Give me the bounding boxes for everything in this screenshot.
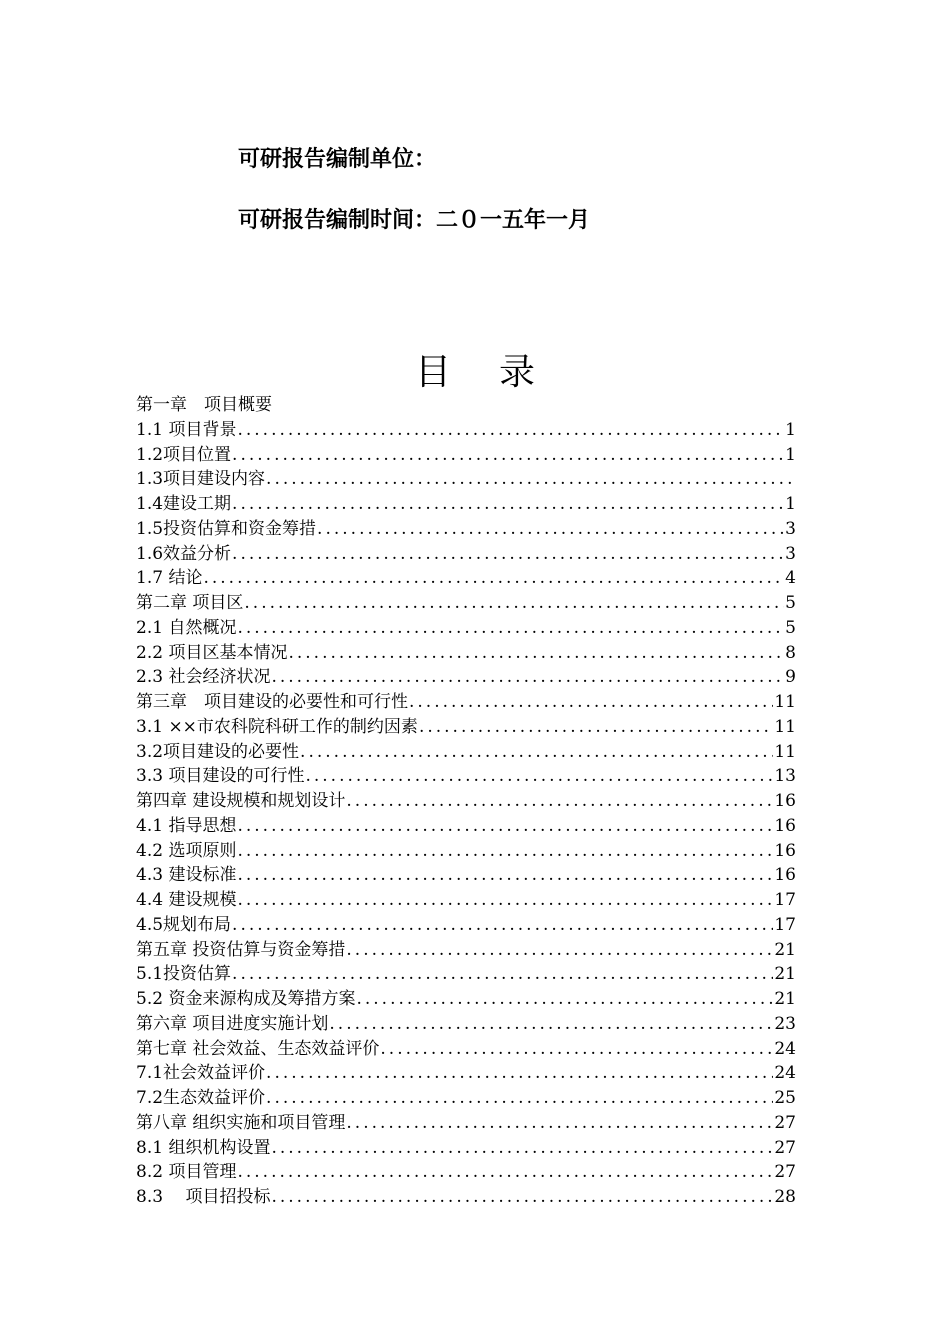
toc-entry[interactable]	[136, 1136, 796, 1161]
toc-entry-label: 7.1社会效益评价	[136, 1063, 266, 1084]
toc-entry-page: 16	[774, 840, 796, 861]
toc-dot-leader	[271, 1136, 773, 1161]
toc-entry-label: 4.1 指导思想	[136, 815, 237, 836]
toc-dot-leader	[244, 591, 784, 616]
toc-dot-leader	[317, 517, 784, 542]
toc-dot-leader	[346, 789, 773, 814]
toc-dot-leader	[232, 542, 784, 567]
toc-entry-label: 1.2项目位置	[136, 444, 232, 465]
toc-entry[interactable]	[136, 641, 796, 666]
toc-dot-leader	[300, 740, 773, 765]
toc-dot-leader	[356, 987, 773, 1012]
toc-entry-page: 11	[774, 741, 796, 762]
toc-dot-leader	[237, 418, 784, 443]
toc-dot-leader	[237, 863, 773, 888]
toc-entry-page: 16	[774, 791, 796, 811]
toc-entry[interactable]	[136, 517, 796, 542]
toc-entry-page: 16	[774, 865, 796, 886]
toc-dot-leader	[380, 1037, 773, 1062]
toc-entry-label: 7.2生态效益评价	[136, 1088, 266, 1108]
toc-entry[interactable]	[136, 418, 796, 443]
toc-dot-leader	[419, 715, 773, 740]
toc-entry-label: 1.5投资估算和资金筹措	[136, 518, 317, 539]
toc-dot-leader	[237, 616, 784, 641]
toc-entry-label: 1.1 项目背景	[136, 419, 237, 440]
toc-entry[interactable]	[136, 443, 796, 468]
toc-entry-label: 第七章 社会效益、生态效益评价	[136, 1038, 380, 1059]
toc-entry-label: 第六章 项目进度实施计划	[136, 1013, 329, 1034]
toc-dot-leader	[329, 1012, 773, 1037]
toc-entry-page: 1	[785, 494, 796, 514]
toc-entry-page: 13	[774, 766, 796, 787]
toc-entry-page: 21	[774, 964, 796, 985]
toc-entry-page: 27	[774, 1137, 796, 1158]
toc-entry-label: 1.4建设工期	[136, 494, 232, 514]
toc-entry[interactable]	[136, 1185, 796, 1210]
toc-entry-page: 17	[774, 914, 796, 935]
toc-entry-page: 24	[774, 1063, 796, 1084]
toc-dot-leader	[237, 1160, 773, 1185]
toc-entry[interactable]	[136, 764, 796, 789]
toc-entry-label: 第五章 投资估算与资金筹措	[136, 939, 346, 960]
toc-entry-label: 第八章 组织实施和项目管理	[136, 1112, 346, 1133]
toc-entry-label: 第四章 建设规模和规划设计	[136, 791, 346, 811]
toc-entry-label: 第三章 项目建设的必要性和可行性	[136, 692, 408, 712]
toc-entry-page: 5	[785, 617, 796, 638]
toc-dot-leader	[266, 1061, 773, 1086]
toc-entry-page: 21	[774, 989, 796, 1009]
toc-dot-leader	[346, 938, 773, 963]
toc-entry[interactable]	[136, 492, 796, 517]
toc-entry-page: 3	[785, 543, 796, 564]
toc-entry-page: 5	[785, 593, 796, 613]
toc-entry[interactable]	[136, 962, 796, 987]
toc-entry-label: 3.3 项目建设的可行性	[136, 766, 305, 787]
toc-entry-label: 8.2 项目管理	[136, 1162, 237, 1183]
toc-entry-page: 3	[785, 518, 796, 539]
toc-dot-leader	[409, 690, 773, 715]
toc-entry[interactable]	[136, 1086, 796, 1111]
toc-dot-leader	[237, 888, 773, 913]
toc-entry-label: 2.2 项目区基本情况	[136, 642, 288, 663]
toc-entry-label: 5.2 资金来源构成及筹措方案	[136, 989, 356, 1009]
toc-entry[interactable]	[136, 987, 796, 1012]
toc-entry[interactable]	[136, 1012, 796, 1037]
toc-entry[interactable]	[136, 566, 796, 591]
toc-entry-label: 4.2 选项原则	[136, 840, 237, 861]
toc-entry-page: 17	[774, 890, 796, 910]
toc-entry-page: 27	[774, 1162, 796, 1183]
toc-entry[interactable]	[136, 393, 796, 418]
toc-dot-leader	[237, 814, 773, 839]
toc-entry-page: 4	[785, 568, 796, 589]
toc-entry-page: 9	[785, 667, 796, 688]
toc-dot-leader	[266, 1086, 773, 1111]
toc-entry[interactable]	[136, 1160, 796, 1185]
toc-entry[interactable]	[136, 839, 796, 864]
toc-dot-leader	[232, 443, 784, 468]
toc-entry-label: 第二章 项目区	[136, 593, 244, 613]
toc-entry-label: 4.5规划布局	[136, 914, 232, 935]
toc-entry-page: 25	[774, 1088, 796, 1108]
toc-dot-leader	[271, 1185, 773, 1210]
toc-entry[interactable]	[136, 938, 796, 963]
toc-entry-label: 8.1 组织机构设置	[136, 1137, 271, 1158]
toc-entry-page: 16	[774, 815, 796, 836]
toc-dot-leader	[232, 913, 773, 938]
toc-entry-page: 28	[774, 1187, 796, 1207]
table-of-contents	[136, 393, 796, 1210]
toc-entry[interactable]	[136, 888, 796, 913]
toc-dot-leader	[288, 641, 784, 666]
toc-entry-page: 23	[774, 1013, 796, 1034]
toc-entry[interactable]	[136, 542, 796, 567]
toc-dot-leader	[271, 665, 784, 690]
toc-entry-label: 1.3项目建设内容	[136, 469, 266, 490]
toc-entry-label: 8.3 项目招投标	[136, 1187, 271, 1207]
toc-entry-page: 24	[774, 1038, 796, 1059]
toc-title: 目录	[414, 352, 583, 393]
toc-entry[interactable]	[136, 690, 796, 715]
toc-entry-page: 1	[785, 444, 796, 465]
toc-entry-label: 4.4 建设规模	[136, 890, 237, 910]
toc-entry[interactable]	[136, 467, 796, 492]
toc-dot-leader	[266, 467, 795, 492]
toc-entry-page: 27	[774, 1112, 796, 1133]
toc-dot-leader	[232, 962, 773, 987]
toc-entry[interactable]	[136, 1111, 796, 1136]
toc-entry-label: 2.1 自然概况	[136, 617, 237, 638]
toc-entry[interactable]	[136, 814, 796, 839]
toc-entry[interactable]	[136, 863, 796, 888]
toc-entry[interactable]	[136, 1061, 796, 1086]
toc-entry-label: 1.6效益分析	[136, 543, 232, 564]
report-unit-label: 可研报告编制单位：	[238, 147, 437, 172]
toc-entry-page: 1	[785, 419, 796, 440]
toc-entry-label: 3.1 ××市农科院科研工作的制约因素	[136, 716, 418, 737]
toc-dot-leader	[305, 764, 773, 789]
toc-entry-label: 2.3 社会经济状况	[136, 667, 271, 688]
toc-entry-label: 1.7 结论	[136, 568, 203, 589]
toc-entry[interactable]	[136, 715, 796, 740]
toc-entry-page: 11	[774, 692, 796, 712]
toc-entry-label: 第一章 项目概要	[136, 395, 272, 415]
toc-entry-page: 11	[774, 716, 796, 737]
toc-entry-page: 21	[774, 939, 796, 960]
toc-entry[interactable]	[136, 1037, 796, 1062]
toc-dot-leader	[346, 1111, 773, 1136]
report-time-label: 可研报告编制时间：二０一五年一月	[238, 208, 591, 233]
toc-dot-leader	[232, 492, 784, 517]
toc-entry[interactable]	[136, 665, 796, 690]
toc-entry-label: 5.1投资估算	[136, 964, 232, 985]
toc-dot-leader	[237, 839, 773, 864]
toc-entry[interactable]	[136, 913, 796, 938]
toc-entry[interactable]	[136, 789, 796, 814]
toc-entry-page: 8	[785, 642, 796, 663]
toc-entry-label: 4.3 建设标准	[136, 865, 237, 886]
toc-entry[interactable]	[136, 616, 796, 641]
toc-dot-leader	[203, 566, 784, 591]
toc-entry[interactable]	[136, 740, 796, 765]
toc-entry[interactable]	[136, 591, 796, 616]
toc-entry-label: 3.2项目建设的必要性	[136, 741, 300, 762]
